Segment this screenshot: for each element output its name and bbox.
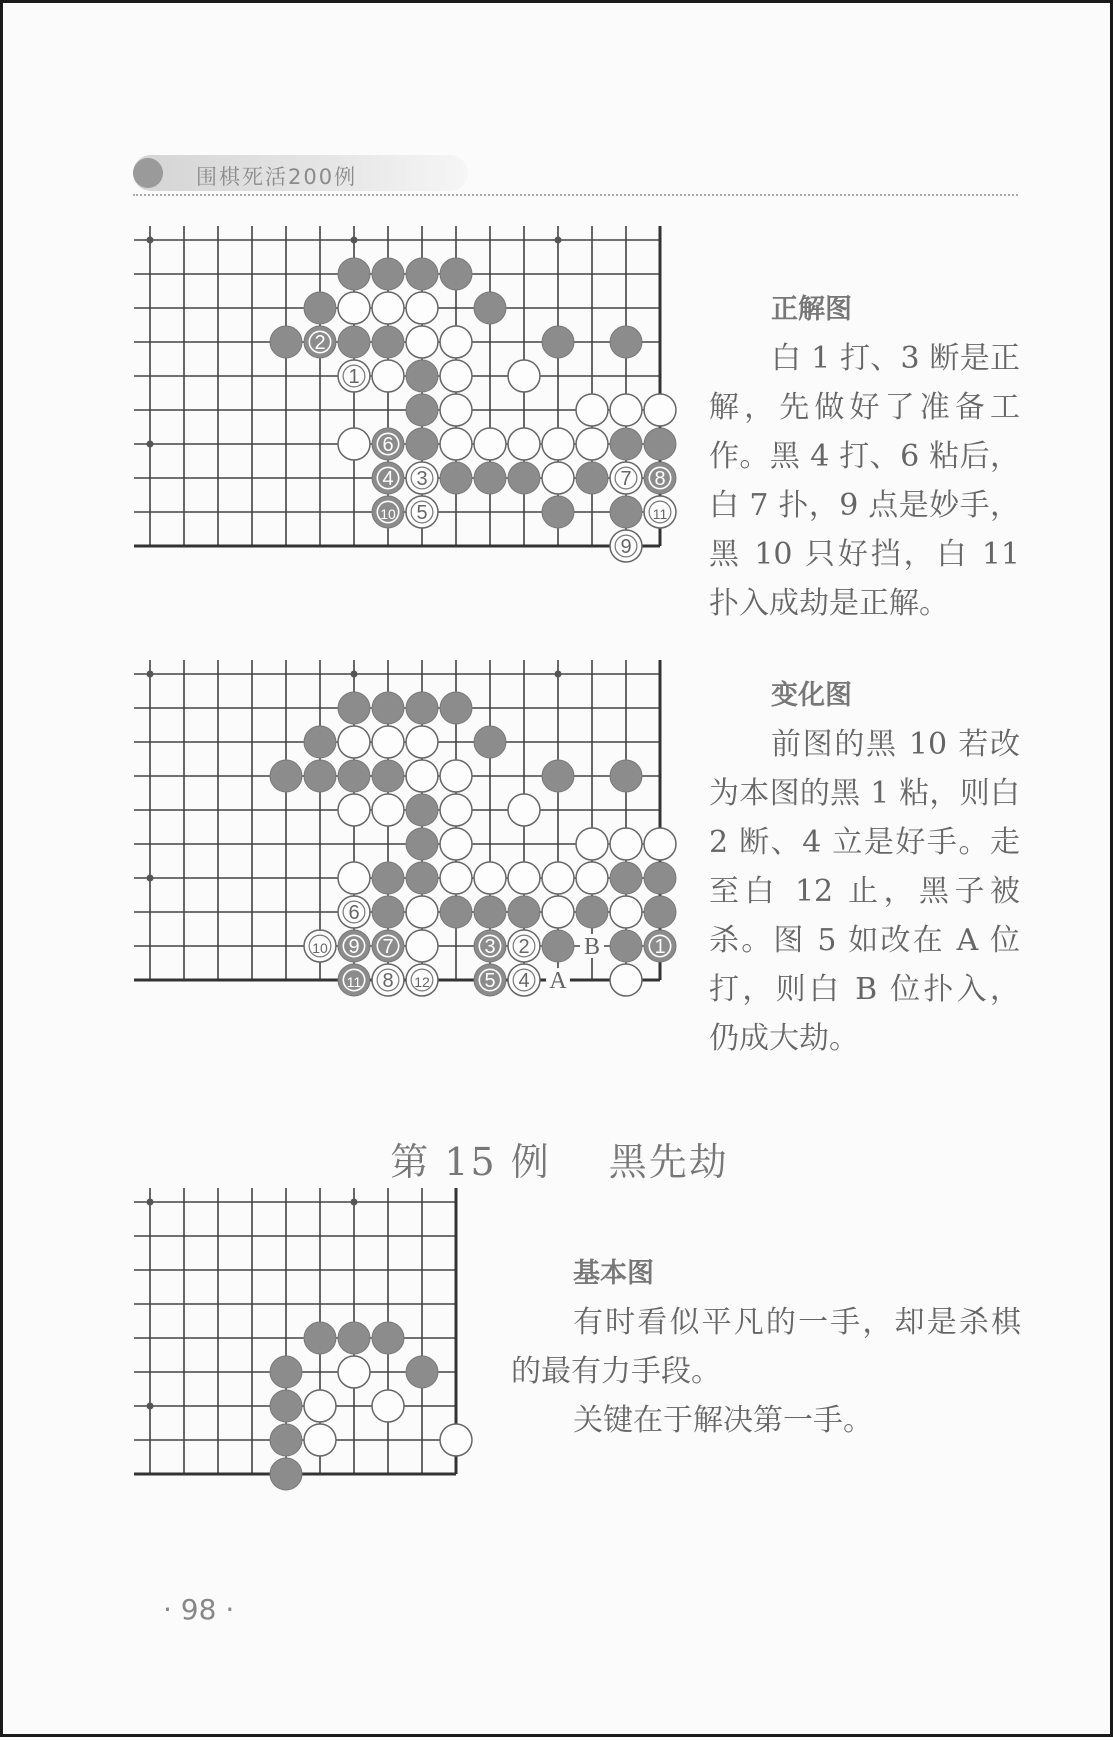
point-label: A [549,968,567,994]
black-stone [304,1322,336,1354]
move-number: 1 [654,936,666,958]
move-number: 2 [314,332,326,354]
go-diagram-basic [3,3,1113,1740]
move-number: 8 [382,970,394,992]
black-stone [270,1424,302,1456]
white-stone [304,1424,336,1456]
move-number: 2 [518,936,530,958]
move-number: 5 [484,970,496,992]
move-number: 9 [620,536,632,558]
move-number: 10 [312,940,328,956]
move-number: 11 [346,974,362,990]
move-number: 7 [382,936,394,958]
caption-basic [511,1249,1021,1445]
black-stone [270,1356,302,1388]
move-number: 3 [416,468,428,490]
black-stone [270,1390,302,1422]
black-stone [338,1322,370,1354]
example-number: 第 15 例 [390,1140,551,1184]
page-number: · 98 · [163,1593,235,1626]
star-point [147,1403,154,1410]
move-number: 9 [348,936,360,958]
move-number: 6 [382,434,394,456]
move-number: 12 [414,974,430,990]
white-stone [338,1356,370,1388]
star-point [147,1199,154,1206]
move-number: 11 [652,506,668,522]
white-stone [440,1424,472,1456]
black-stone [372,1322,404,1354]
caption-body: 白 1 打、3 断是正解，先做好了准备工作。黑 4 打、6 粘后，白 7 扑，9 点是妙手，黑 10 只好挡，白 11 扑入成劫是正解。 [709,341,1020,621]
caption-title: 正解图 [771,294,852,325]
star-point [351,1199,358,1206]
move-number: 4 [518,970,530,992]
move-number: 8 [654,468,666,490]
move-number: 1 [348,366,360,388]
caption-body: 前图的黑 10 若改为本图的黑 1 粘，则白 2 断、4 立是好手。走至白 12 止，黑子被杀。图 5 如改在 A 位打，则白 B 位扑入，仍成大劫。 [709,727,1020,1056]
white-stone [372,1390,404,1422]
white-stone [304,1390,336,1422]
caption-body-2: 关键在于解决第一手。 [573,1403,873,1438]
book-title: 围棋死活200例 [196,165,358,189]
move-number: 7 [620,468,632,490]
move-number: 3 [484,936,496,958]
black-stone [270,1458,302,1490]
move-number: 4 [382,468,394,490]
move-number: 6 [348,902,360,924]
caption-body: 有时看似平凡的一手，却是杀棋的最有力手段。 [511,1305,1021,1389]
move-number: 5 [416,502,428,524]
point-label: B [583,934,601,960]
black-stone [406,1356,438,1388]
move-number: 10 [380,506,396,522]
caption-title: 变化图 [771,680,852,711]
example-task: 黑先劫 [608,1140,729,1184]
caption-title: 基本图 [573,1258,654,1289]
